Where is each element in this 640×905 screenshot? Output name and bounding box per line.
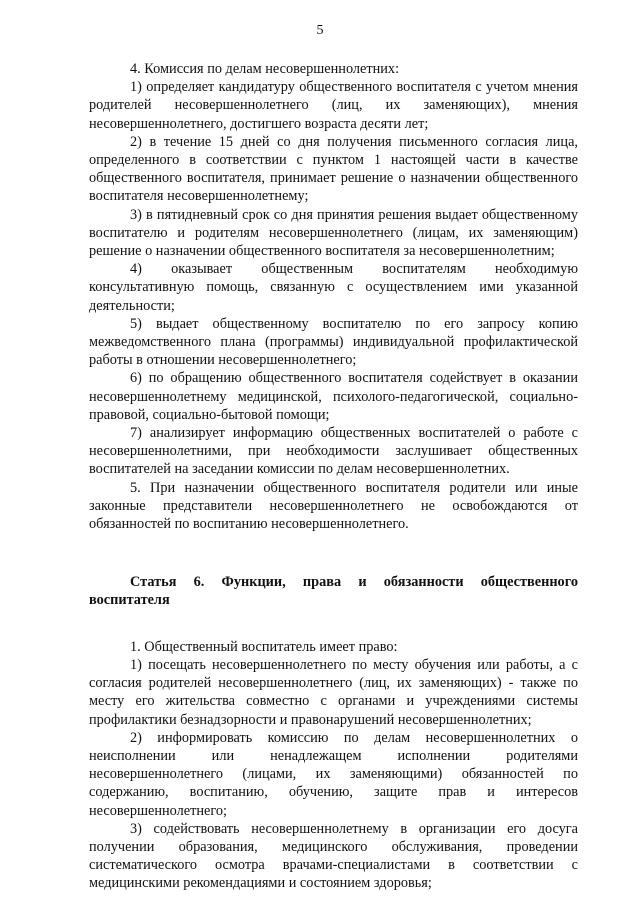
article-6-item-3: 3) содействовать несовершеннолетнему в организации его досуга получении образования, медицинского обслуживания, проведении систематического осмотра врачами-специалистами в соответствии с медицинскими рекомендациями и состоянием здоровья; <box>89 820 578 892</box>
section-4-item-3: 3) в пятидневный срок со дня принятия решения выдает общественному воспитателю и родителям несовершеннолетнего (лицам, их заменяющим) решение о назначении общественного воспитателя за несовершеннолетним; <box>89 206 578 260</box>
section-5-paragraph: 5. При назначении общественного воспитателя родители или иные законные представители несовершеннолетнего не освобождаются от обязанностей по воспитанию несовершеннолетнего. <box>89 479 578 533</box>
page-number: 5 <box>316 23 324 38</box>
section-4-item-6: 6) по обращению общественного воспитателя содействует в оказании несовершеннолетнему медицинской, психолого-педагогической, социально-правовой, социально-бытовой помощи; <box>89 370 578 423</box>
section-4-item-1: 1) определяет кандидатуру общественного воспитателя с учетом мнения родителей несовершеннолетнего (лиц, их заменяющих), мнения несовершеннолетнего, достигшего возраста десяти лет; <box>89 79 578 132</box>
page-content <box>89 60 578 893</box>
article-6-heading: Статья 6. Функции, права и обязанности общественного воспитателя <box>89 574 578 609</box>
section-4-item-7: 7) анализирует информацию общественных воспитателей о работе с несовершеннолетними, при необходимости заслушивает общественных воспитателей на заседании комиссии по делам несовершеннолетних. <box>89 425 578 478</box>
article-6-item-2: 2) информировать комиссию по делам несовершеннолетних о неисполнении или ненадлежащем исполнении родителями несовершеннолетнего (лицами, их заменяющими) обязанностей по содержанию, воспитанию, обучению, защите прав и интересов несовершеннолетнего; <box>89 729 578 819</box>
section-4-item-2: 2) в течение 15 дней со дня получения письменного согласия лица, определенного в соответствии с пунктом 1 настоящей части в качестве общественного воспитателя, принимает решение о назначении общественного воспитателя несовершеннолетнему; <box>89 133 578 205</box>
article-6-item-1: 1) посещать несовершеннолетнего по месту обучения или работы, а с согласия родителей несовершеннолетнего (лиц, их заменяющих) - также по месту его жительства совместно с органами и учреждениями системы профилактики безнадзорности и правонарушений несовершеннолетних; <box>89 656 578 728</box>
heading-spacer <box>89 610 578 638</box>
section-4-item-5: 5) выдает общественному воспитателю по его запросу копию межведомственного плана (программы) индивидуальной профилактической работы в отношении несовершеннолетнего; <box>89 315 578 369</box>
section-4-intro: 4. Комиссия по делам несовершеннолетних: <box>130 61 400 77</box>
section-4-item-4: 4) оказывает общественным воспитателям необходимую консультативную помощь, связанную с осуществлением ими указанной деятельности; <box>89 261 578 314</box>
article-6-intro: 1. Общественный воспитатель имеет право: <box>130 638 398 655</box>
